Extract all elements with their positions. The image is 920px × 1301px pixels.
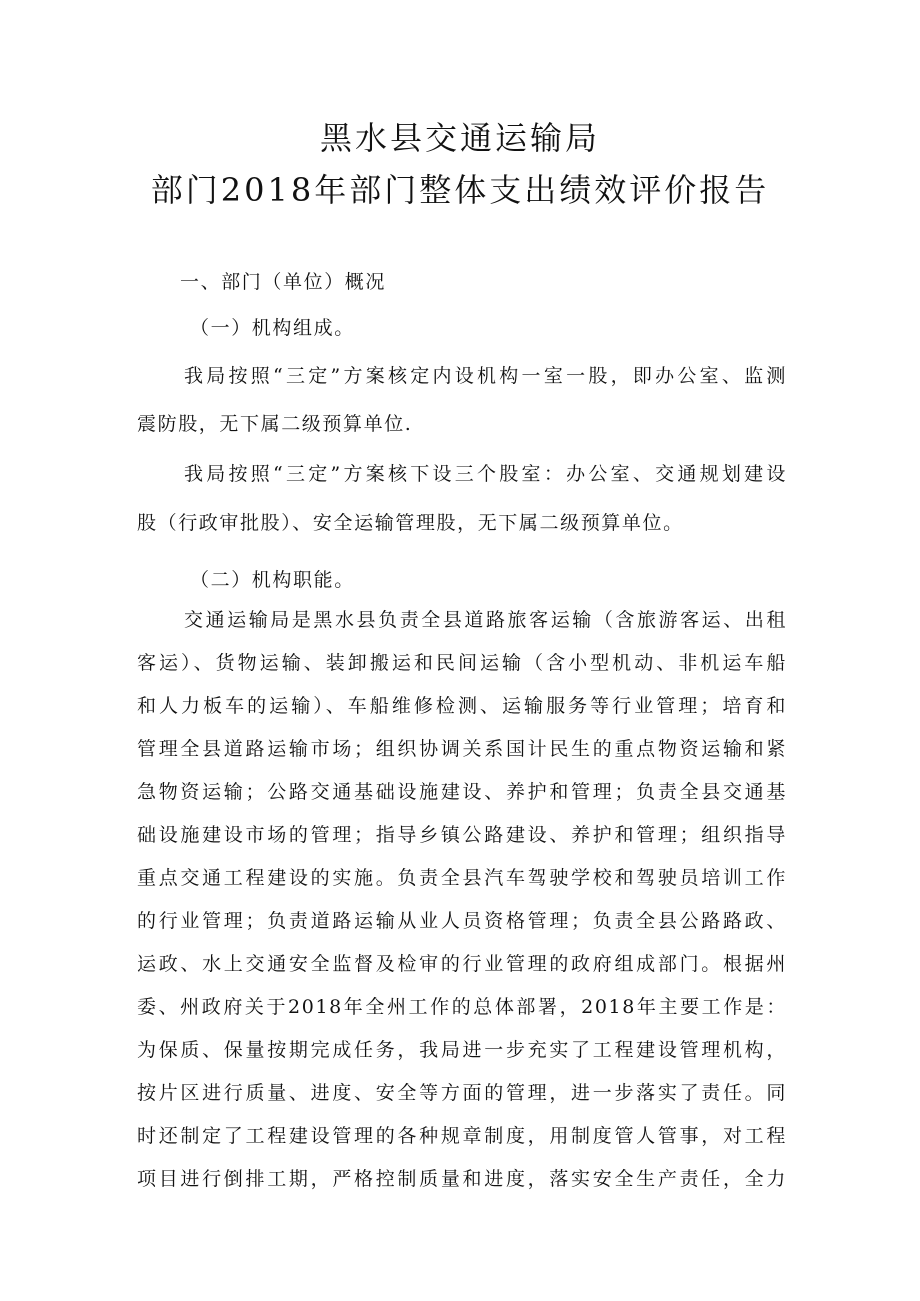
paragraph-3-line-13: 时还制定了工程建设管理的各种规章制度，用制度管人管事，对工程 (137, 1125, 787, 1147)
section-heading-1: 一、部门（单位）概况 (180, 271, 387, 293)
paragraph-3-line-2: 客运）、货物运输、装卸搬运和民间运输（含小型机动、非机运车船 (137, 652, 787, 674)
paragraph-3-line-8: 的行业管理；负责道路运输从业人员资格管理；负责全县公路路政、 (137, 910, 787, 932)
title-line-1: 黑水县交通运输局 (319, 119, 600, 157)
subsection-heading-1: （一）机构组成。 (190, 317, 355, 339)
paragraph-3-line-4: 管理全县道路运输市场；组织协调关系国计民生的重点物资运输和紧 (137, 738, 787, 760)
title-line-2: 部门2018年部门整体支出绩效评价报告 (150, 171, 770, 209)
paragraph-2-line-2: 股（行政审批股）、安全运输管理股，无下属二级预算单位。 (137, 512, 684, 534)
paragraph-3-line-9: 运政、水上交通安全监督及检审的行业管理的政府组成部门。根据州 (137, 953, 787, 975)
subsection-heading-2: （二）机构职能。 (190, 569, 355, 591)
paragraph-1-line-2: 震防股，无下属二级预算单位. (137, 413, 413, 435)
paragraph-3-line-14: 项目进行倒排工期，严格控制质量和进度，落实安全生产责任，全力 (137, 1168, 787, 1190)
paragraph-3-line-3: 和人力板车的运输）、车船维修检测、运输服务等行业管理；培育和 (137, 695, 787, 717)
paragraph-3-line-10: 委、州政府关于2018年全州工作的总体部署，2018年主要工作是： (137, 996, 787, 1018)
paragraph-3-line-11: 为保质、保量按期完成任务，我局进一步充实了工程建设管理机构， (137, 1039, 787, 1061)
paragraph-3-line-7: 重点交通工程建设的实施。负责全县汽车驾驶学校和驾驶员培训工作 (137, 867, 787, 889)
paragraph-3-line-5: 急物资运输；公路交通基础设施建设、养护和管理；负责全县交通基 (137, 781, 787, 803)
paragraph-3-line-12: 按片区进行质量、进度、安全等方面的管理，进一步落实了责任。同 (137, 1082, 787, 1104)
paragraph-2-line-1: 我局按照“三定”方案核下设三个股室：办公室、交通规划建设 (184, 463, 787, 485)
paragraph-1-line-1: 我局按照“三定”方案核定内设机构一室一股，即办公室、监测 (184, 365, 787, 387)
paragraph-3-line-1: 交通运输局是黑水县负责全县道路旅客运输（含旅游客运、出租 (184, 609, 787, 631)
paragraph-3-line-6: 础设施建设市场的管理；指导乡镇公路建设、养护和管理；组织指导 (137, 824, 787, 846)
